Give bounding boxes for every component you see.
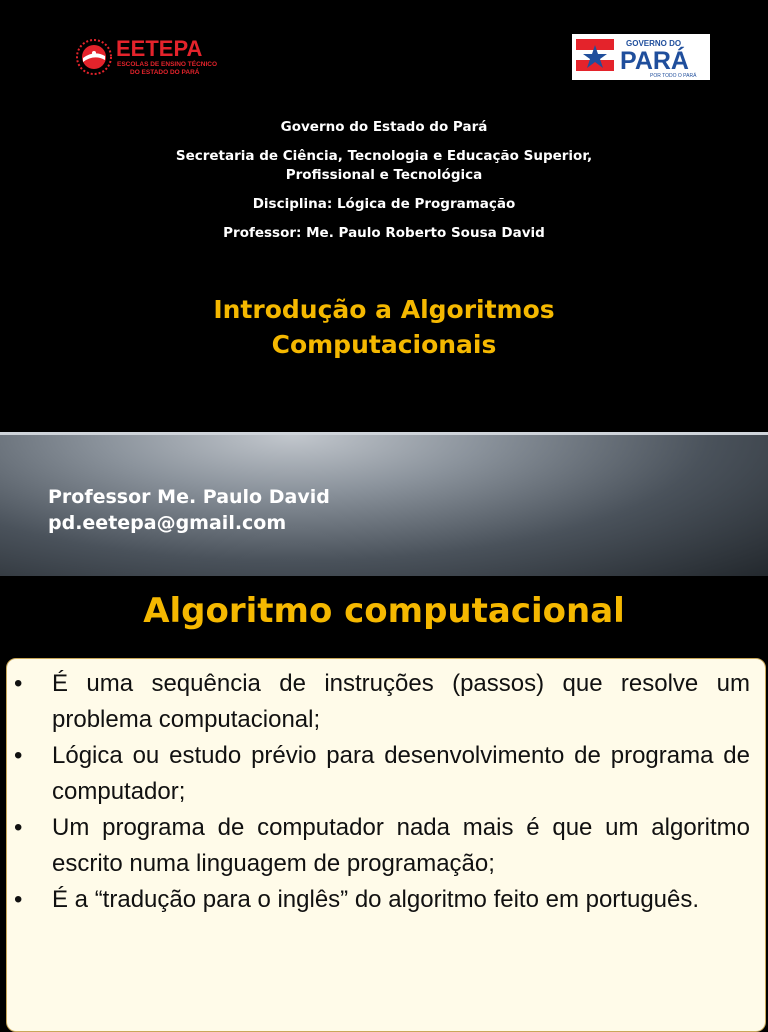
slide-title-bar — [0, 576, 768, 648]
presenter-email: pd.eetepa@gmail.com — [48, 512, 287, 534]
slide-title: Algoritmo computacional — [143, 591, 625, 631]
list-item: • Um programa de computador nada mais é que um algoritmo escrito numa linguagem de programação; — [14, 810, 750, 882]
eetepa-logo — [72, 34, 252, 80]
lecture-title: Introdução a Algoritmos Computacionais — [213, 295, 555, 359]
presenter-name: Professor Me. Paulo David — [48, 486, 330, 508]
para-logo-text: PARÁ — [620, 47, 689, 75]
institution-header — [0, 118, 768, 253]
governo-do-para-logo — [572, 34, 710, 80]
list-item: • Lógica ou estudo prévio para desenvolvimento de programa de computador; — [14, 738, 750, 810]
bullet-icon: • — [14, 670, 23, 697]
bullet-icon: • — [14, 814, 23, 841]
list-item: • É uma sequência de instruções (passos) que resolve um problema computacional; — [14, 666, 750, 738]
bullet-list — [14, 666, 750, 918]
header-professor: Professor: Me. Paulo Roberto Sousa David — [223, 225, 545, 241]
header-secretariat-line1: Secretaria de Ciência, Tecnologia e Educação Superior, — [175, 148, 593, 164]
para-flag-icon — [576, 39, 614, 71]
presenter-info — [48, 484, 330, 536]
bullet-icon: • — [14, 886, 23, 913]
svg-text:POR TODO O PARÁ: POR TODO O PARÁ — [650, 73, 697, 79]
header-secretariat-line2: Profissional e Tecnológica — [285, 167, 483, 183]
content-slide — [0, 576, 768, 1024]
list-item: • É a “tradução para o inglês” do algoritmo feito em português. — [14, 882, 750, 918]
eetepa-emblem-icon — [77, 40, 111, 74]
svg-text:ESCOLAS DE ENSINO TÉCNICO: ESCOLAS DE ENSINO TÉCNICO — [117, 61, 218, 68]
bullet-icon: • — [14, 742, 23, 769]
header-discipline: Disciplina: Lógica de Programação — [252, 196, 516, 212]
eetepa-logo-text: EETEPA — [116, 36, 203, 61]
svg-text:GOVERNO DO: GOVERNO DO — [626, 39, 682, 48]
svg-text:DO ESTADO DO PARÁ: DO ESTADO DO PARÁ — [130, 69, 200, 76]
header-government: Governo do Estado do Pará — [280, 119, 488, 135]
